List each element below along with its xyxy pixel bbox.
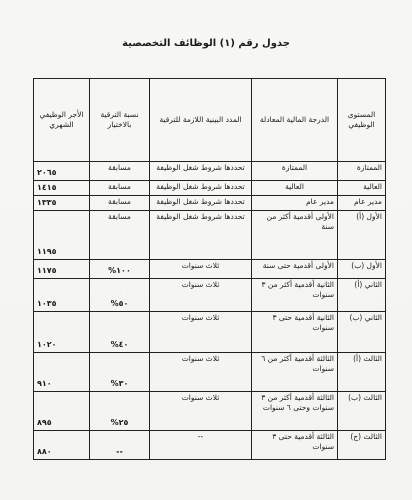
cell-wage: ١١٩٥ [34,211,90,260]
cell-duration: ثلاث سنوات [150,279,252,312]
cell-duration: تحددها شروط شغل الوظيفة [150,181,252,196]
cell-ratio: -- [90,431,150,460]
cell-duration: تحددها شروط شغل الوظيفة [150,196,252,211]
jobs-table [33,78,386,460]
cell-grade: مدير عام [252,196,338,211]
cell-grade: الممتازة [252,162,338,181]
cell-wage: ٢٠٦٥ [34,162,90,181]
cell-duration: ثلاث سنوات [150,392,252,431]
cell-ratio: ٣٠% [90,353,150,392]
cell-level: الممتازة [338,162,386,181]
header-grade: الدرجة المالية المعادلة [252,79,338,162]
table-row [34,211,386,260]
header-duration: المدد البينية اللازمة للترقية [150,79,252,162]
header-row [34,79,386,162]
cell-duration: ثلاث سنوات [150,353,252,392]
table-row [34,181,386,196]
cell-level: الثالث (أ) [338,353,386,392]
cell-grade: الثالثة أقدمية أكثر من ٣ سنوات وحتى ٦ سنوات [252,392,338,431]
cell-grade: العالية [252,181,338,196]
cell-grade: الثانية أقدمية أكثر من ٣ سنوات [252,279,338,312]
cell-level: الثالث (ب) [338,392,386,431]
cell-grade: الثالثة أقدمية حتى ٣ سنوات [252,431,338,460]
cell-level: الثالث (ج) [338,431,386,460]
cell-grade: الثانية أقدمية حتى ٣ سنوات [252,312,338,353]
table-row [34,431,386,460]
cell-ratio: ١٠٠% [90,260,150,279]
cell-level: الثاني (أ) [338,279,386,312]
cell-grade: الأولى أقدمية أكثر من سنة [252,211,338,260]
table-row [34,312,386,353]
table-row [34,392,386,431]
cell-wage: ٩١٠ [34,353,90,392]
cell-ratio: ٢٥% [90,392,150,431]
cell-duration: تحددها شروط شغل الوظيفة [150,211,252,260]
cell-level: الثاني (ب) [338,312,386,353]
table-row [34,353,386,392]
cell-ratio: مسابقة [90,196,150,211]
cell-level: الأول (أ) [338,211,386,260]
cell-ratio: مسابقة [90,162,150,181]
table-title: جدول رقم (١) الوظائف التخصصية [122,38,290,49]
cell-duration: تحددها شروط شغل الوظيفة [150,162,252,181]
cell-wage: ١٠٢٠ [34,312,90,353]
table-row [34,260,386,279]
header-ratio: نسبة الترقية بالاختيار [90,79,150,162]
cell-level: مدير عام [338,196,386,211]
table-row [34,196,386,211]
cell-ratio: مسابقة [90,181,150,196]
cell-level: الأول (ب) [338,260,386,279]
table-row [34,162,386,181]
cell-wage: ٨٩٥ [34,392,90,431]
cell-level: العالية [338,181,386,196]
header-level: المستوى الوظيفي [338,79,386,162]
cell-grade: الثالثة أقدمية أكثر من ٦ سنوات [252,353,338,392]
cell-duration: ثلاث سنوات [150,312,252,353]
table-row [34,279,386,312]
header-wage: الأجر الوظيفي الشهري [34,79,90,162]
cell-ratio: مسابقة [90,211,150,260]
cell-grade: الأولى أقدمية حتى سنة [252,260,338,279]
cell-wage: ١٤١٥ [34,181,90,196]
cell-ratio: ٤٠% [90,312,150,353]
cell-duration: ثلاث سنوات [150,260,252,279]
cell-wage: ١٣٣٥ [34,196,90,211]
cell-wage: ١١٧٥ [34,260,90,279]
cell-ratio: ٥٠% [90,279,150,312]
cell-wage: ١٠٣٥ [34,279,90,312]
cell-duration: -- [150,431,252,460]
cell-wage: ٨٨٠ [34,431,90,460]
